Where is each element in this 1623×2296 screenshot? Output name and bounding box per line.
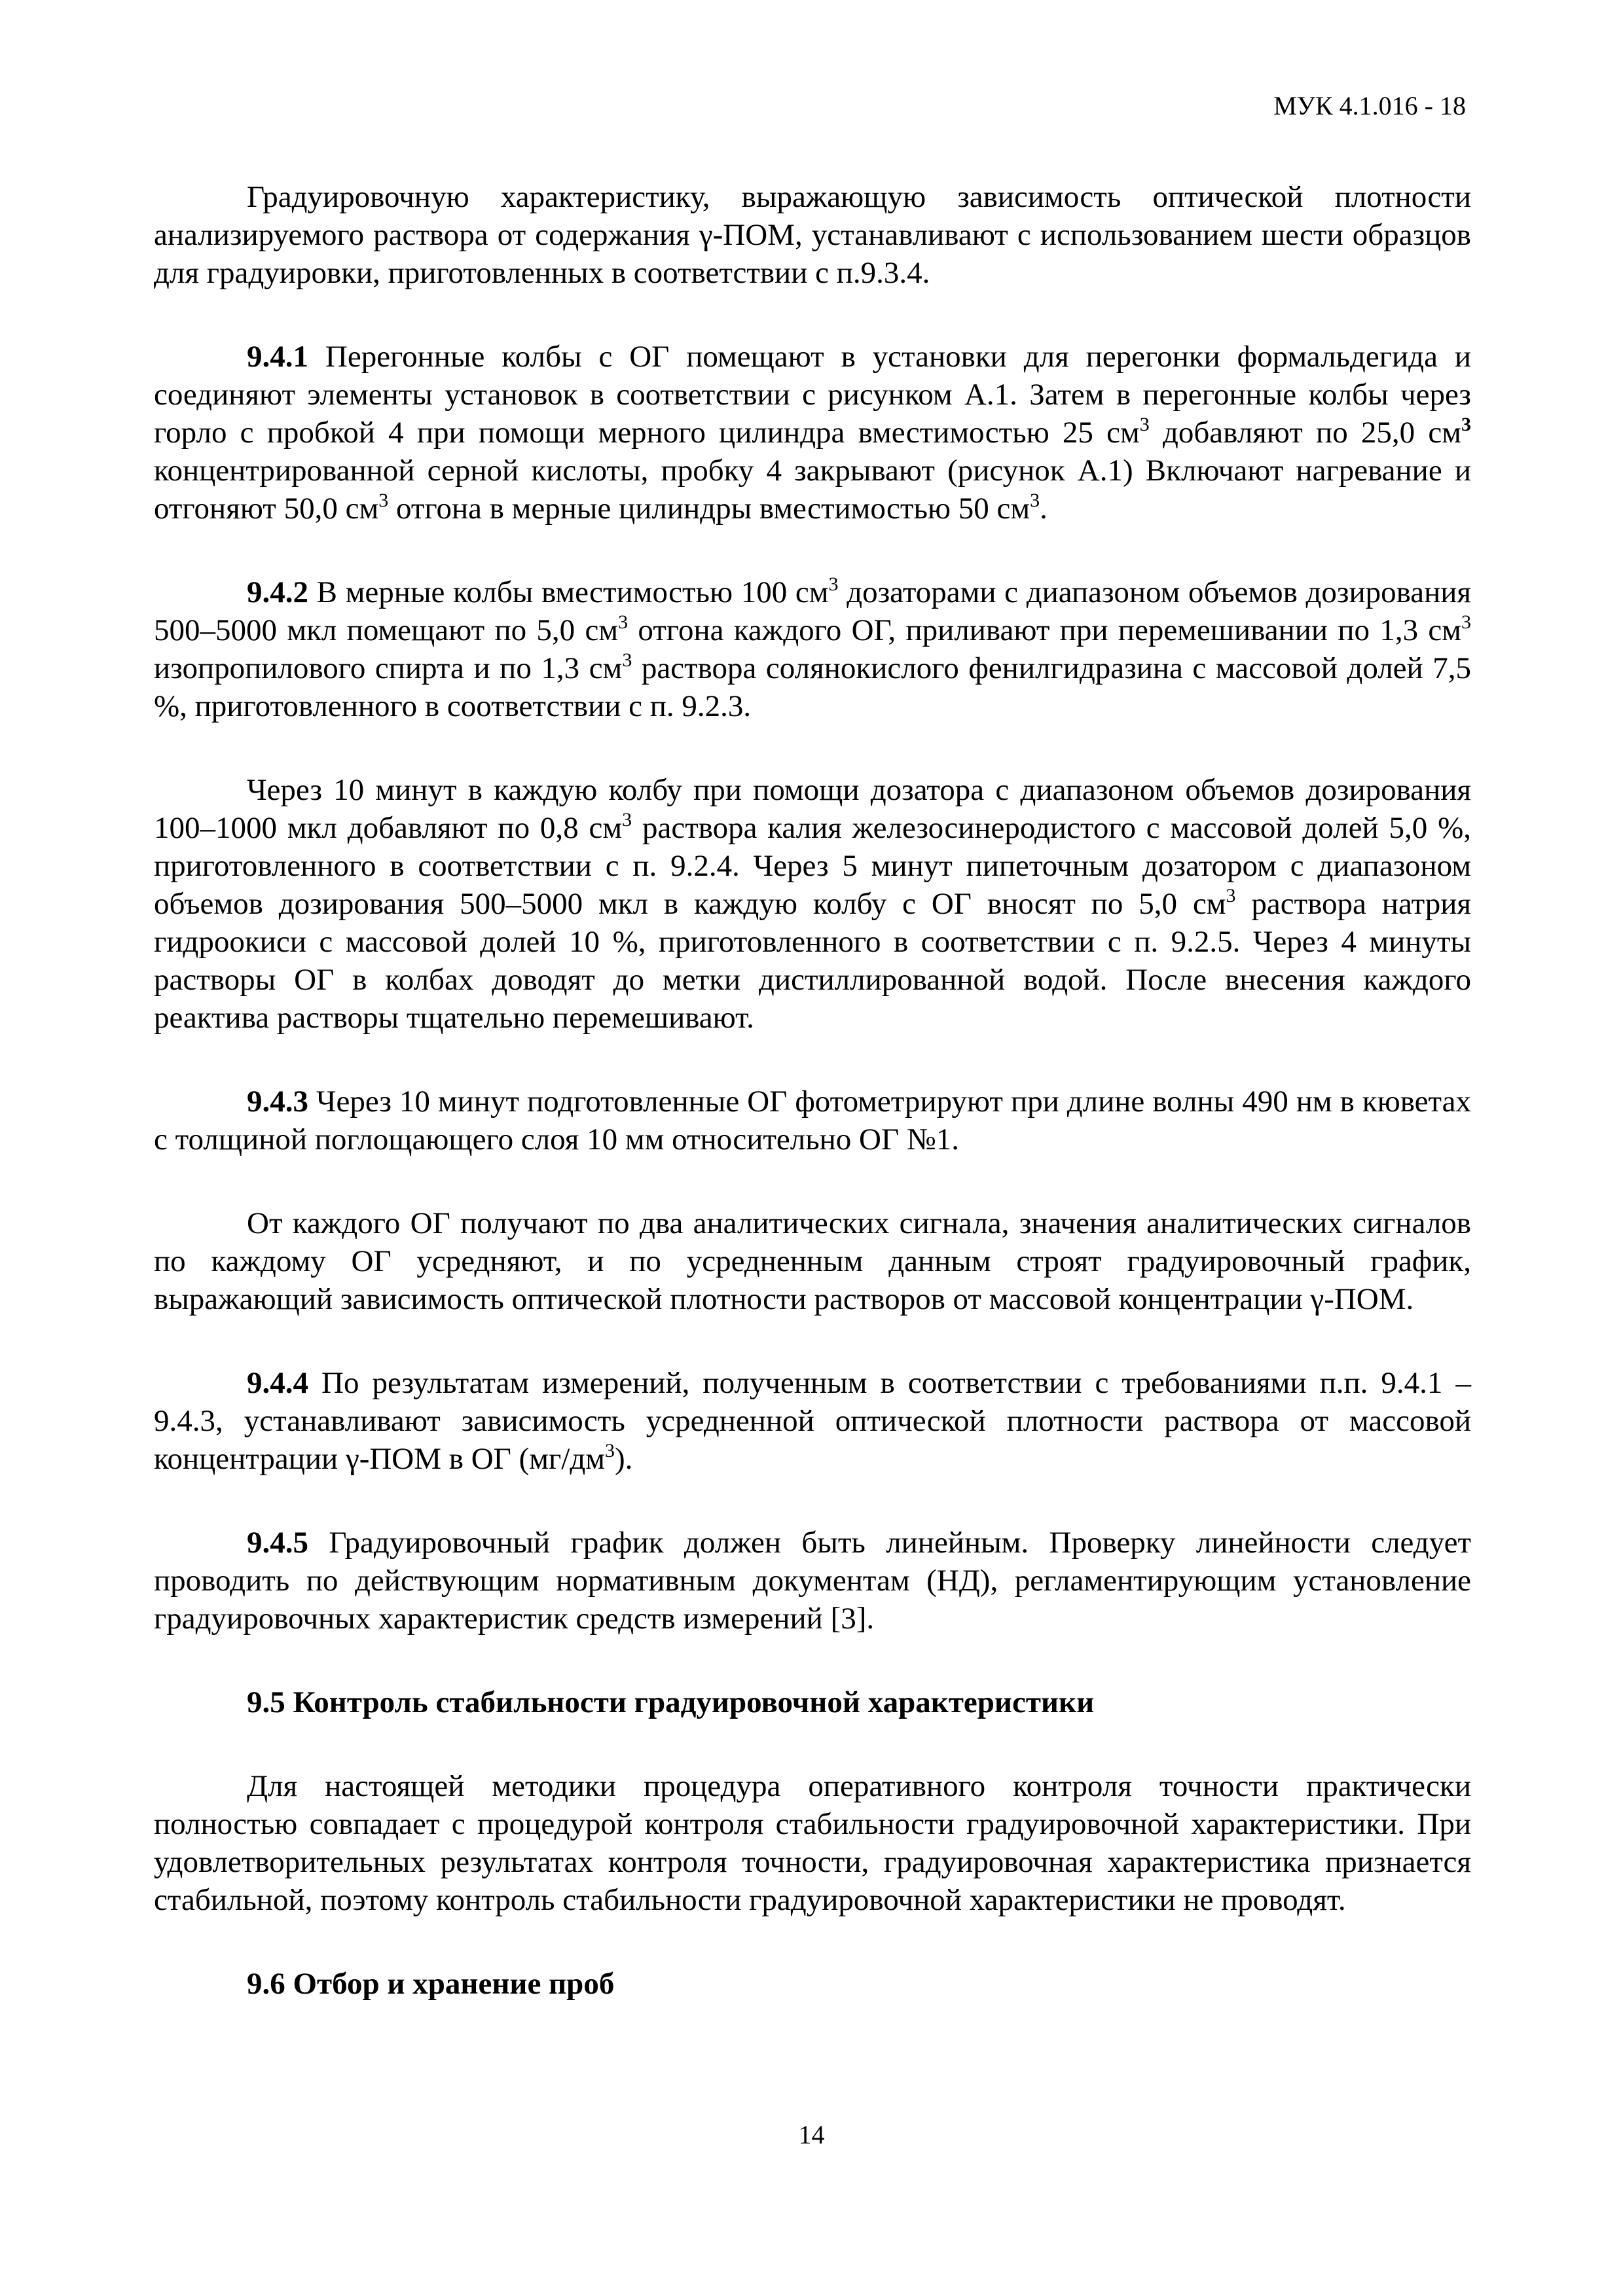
section-text: отгона каждого ОГ, приливают при перемешивании по 1,3 см <box>628 613 1461 647</box>
section-text: Перегонные колбы с ОГ помещают в установки для перегонки формальдегида и соединяют элементы установок в соответствии с рисунком А.1. Затем в перегонные колбы через горло с пробкой 4 при помощи мерного цилиндра вместимостью 25 см <box>154 340 1471 450</box>
section-text: добавляют по 25,0 см <box>1149 416 1461 450</box>
paragraph-stability-control <box>154 1767 1471 1919</box>
section-text: концентрированной серной кислоты, пробку 4 закрывают (рисунок А.1) Включают нагревание и отгоняют 50,0 см <box>154 454 1471 526</box>
section-9-4-2 <box>154 573 1471 725</box>
document-code: МУК 4.1.016 - 18 <box>1273 91 1466 120</box>
section-number: 9.4.3 <box>247 1085 308 1119</box>
superscript: 3 <box>618 611 629 633</box>
superscript: 3 <box>378 490 389 511</box>
superscript: 3 <box>622 809 632 831</box>
paragraph-text: Градуировочную характеристику, выражающую зависимость оптической плотности анализируемого раствора от содержания γ-ПОМ, устанавливают с использованием шести образцов для градуировки, приготовленных в соответствии с п.9.3.4. <box>154 180 1471 290</box>
section-text: В мерные колбы вместимостью 100 см <box>308 575 829 609</box>
paragraph-text: раствора натрия гидроокиси с массовой долей 10 %, приготовленного в соответствии с п. 9.2.5. Через 4 минуты растворы ОГ в колбах доводят до метки дистиллированной водой. После внесения каждого реактива растворы тщательно перемешивают. <box>154 887 1471 1035</box>
paragraph-text: От каждого ОГ получают по два аналитических сигнала, значения аналитических сигналов по каждому ОГ усредняют, и по усредненным данным строят градуировочный график, выражающий зависимость оптической плотности растворов от массовой концентрации γ-ПОМ. <box>154 1206 1471 1316</box>
document-body <box>154 178 1471 2049</box>
section-9-4-5 <box>154 1524 1471 1638</box>
superscript: 3 <box>1461 414 1471 435</box>
superscript: 3 <box>1030 490 1040 511</box>
paragraph-signals <box>154 1204 1471 1318</box>
superscript: 3 <box>1139 414 1150 435</box>
superscript: 3 <box>1226 885 1236 906</box>
paragraph-text: Через 10 минут в каждую колбу при помощи дозатора с диапазоном объемов дозирования 100–1000 мкл добавляют по 0,8 см <box>154 773 1471 845</box>
superscript: 3 <box>604 1440 615 1462</box>
paragraph-reagents-addition <box>154 771 1471 1037</box>
section-9-4-1 <box>154 338 1471 528</box>
paragraph-text: раствора калия железосинеродистого с массовой долей 5,0 %, приготовленного в соответствии с п. 9.2.4. Через 5 минут пипеточным дозатором с диапазоном объемов дозирования 500–5000 мкл в каждую колбу с ОГ вносят по 5,0 см <box>154 811 1471 921</box>
heading-9-6: 9.6 Отбор и хранение проб <box>247 1967 615 2001</box>
page-number: 14 <box>798 2120 825 2149</box>
paragraph-calibration-intro <box>154 178 1471 292</box>
section-text: По результатам измерений, полученным в соответствии с требованиями п.п. 9.4.1 – 9.4.3, устанавливают зависимость усредненной оптической плотности раствора от массовой концентрации γ-ПОМ в ОГ (мг/дм <box>154 1366 1471 1476</box>
section-text: ). <box>614 1442 633 1476</box>
section-text: дозаторами с диапазоном объемов дозирования 500–5000 мкл помещают по 5,0 см <box>154 575 1471 647</box>
heading-9-5: 9.5 Контроль стабильности градуировочной характеристики <box>247 1685 1095 1719</box>
section-text: . <box>1040 492 1048 526</box>
section-number: 9.4.1 <box>247 340 308 374</box>
section-number: 9.4.2 <box>247 575 308 609</box>
section-text: изопропилового спирта и по 1,3 см <box>154 651 623 685</box>
section-text: отгона в мерные цилиндры вместимостью 50 см <box>388 492 1030 526</box>
superscript: 3 <box>1461 611 1471 633</box>
section-number: 9.4.4 <box>247 1366 308 1400</box>
superscript: 3 <box>622 649 632 671</box>
section-9-4-4 <box>154 1364 1471 1478</box>
section-text: Градуировочный график должен быть линейным. Проверку линейности следует проводить по действующим нормативным документам (НД), регламентирующим установление градуировочных характеристик средств измерений [3]. <box>154 1526 1471 1636</box>
section-9-4-3 <box>154 1083 1471 1158</box>
paragraph-text: Для настоящей методики процедура оперативного контроля точности практически полностью совпадает с процедурой контроля стабильности градуировочной характеристики. При удовлетворительных результатах контроля точности, градуировочная характеристика признается стабильной, поэтому контроль стабильности градуировочной характеристики не проводят. <box>154 1769 1471 1917</box>
section-text: Через 10 минут подготовленные ОГ фотометрируют при длине волны 490 нм в кюветах с толщиной поглощающего слоя 10 мм относительно ОГ №1. <box>154 1085 1471 1157</box>
section-number: 9.4.5 <box>247 1526 308 1560</box>
superscript: 3 <box>828 573 839 595</box>
section-text: раствора солянокислого фенилгидразина с массовой долей 7,5 %, приготовленного в соответствии с п. 9.2.3. <box>154 651 1471 723</box>
